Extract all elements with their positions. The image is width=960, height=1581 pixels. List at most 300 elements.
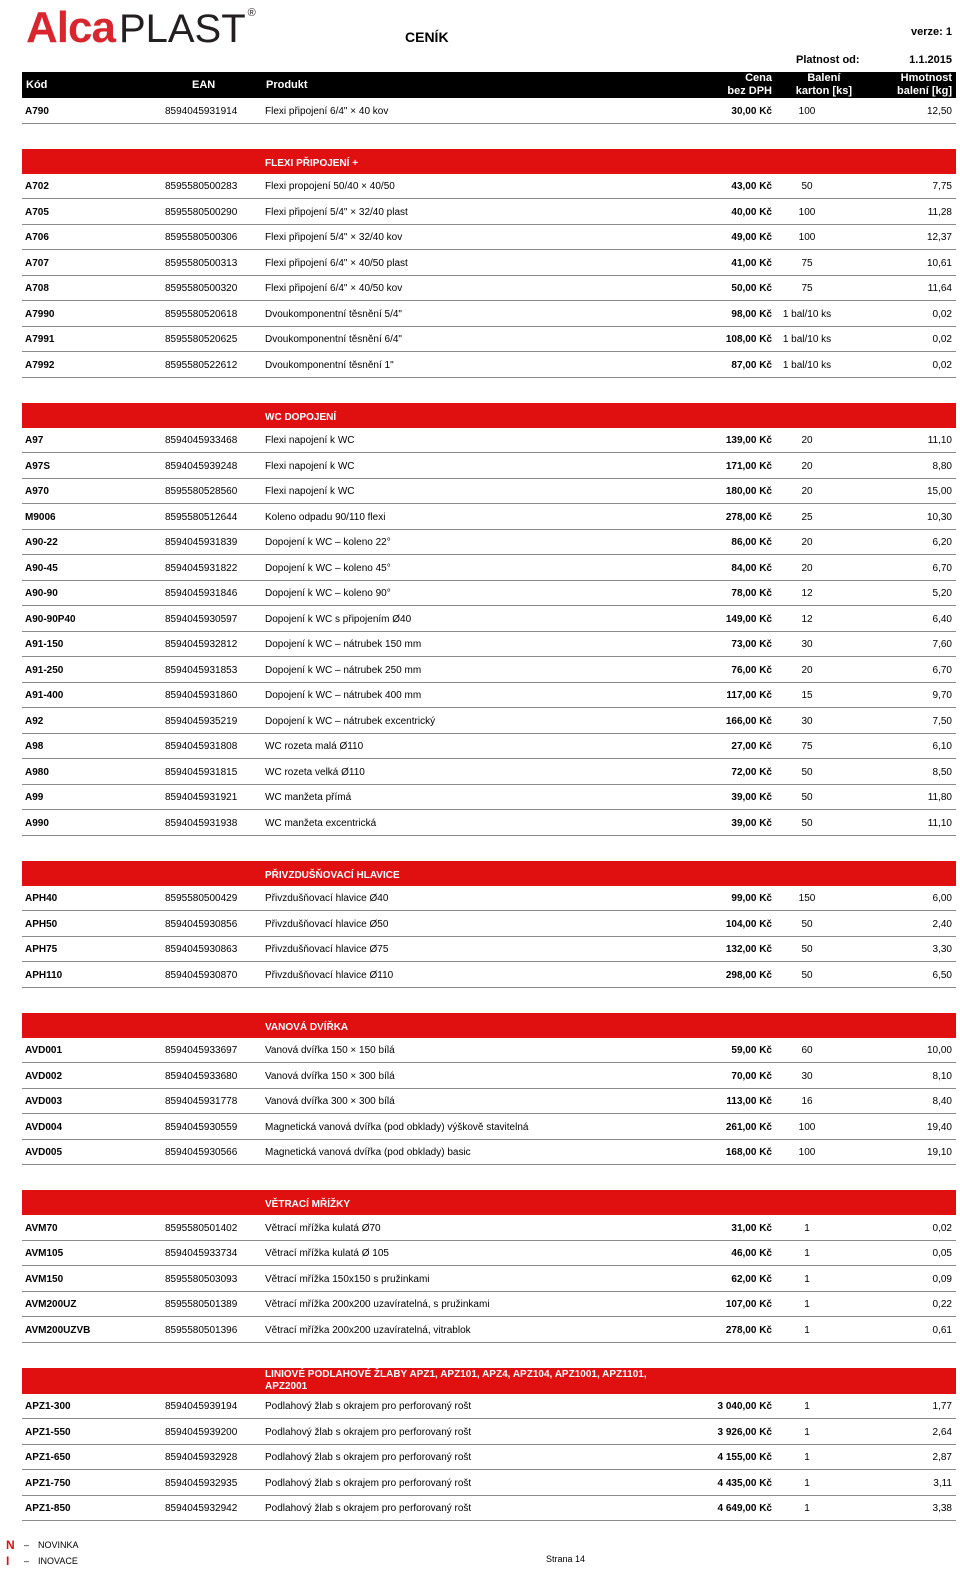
column-header-price [727, 72, 772, 98]
table-row [22, 1445, 956, 1471]
price: 76,00 Kč [731, 664, 772, 676]
product-code: AVM105 [25, 1248, 64, 1259]
ean-code: 8594045933680 [165, 1070, 238, 1082]
product-name: Dopojení k WC – nátrubek 400 mm [265, 690, 422, 701]
pack-quantity: 100 [798, 1121, 816, 1133]
column-header-price-line1: Cena [745, 72, 772, 84]
product-code: AVM200UZVB [25, 1324, 91, 1336]
price: 40,00 Kč [731, 206, 772, 218]
legend-label: NOVINKA [38, 1540, 79, 1550]
product-name: Přivzdušňovací hlavice Ø110 [265, 969, 394, 981]
ean-code: 8595580520625 [165, 334, 238, 345]
product-code: A990 [25, 817, 49, 829]
ean-code: 8595580500306 [165, 232, 238, 243]
ean-code: 8594045932928 [165, 1452, 238, 1463]
product-name: Magnetická vanová dvířka (pod obklady) výškově stavitelná [265, 1121, 529, 1133]
section-header [22, 149, 956, 174]
package-weight: 0,02 [932, 334, 952, 345]
product-code: A7991 [25, 334, 55, 345]
product-name: Flexi napojení k WC [265, 435, 355, 446]
product-name: Flexi připojení 5/4" × 32/40 kov [265, 232, 403, 243]
product-code: A705 [25, 206, 49, 218]
package-weight: 6,70 [932, 562, 952, 574]
ean-code: 8594045933734 [165, 1248, 238, 1259]
product-code: A90-90 [25, 588, 58, 599]
column-header-price-line2: bez DPH [727, 85, 772, 97]
package-weight: 11,28 [927, 206, 952, 218]
ean-code: 8594045935219 [165, 715, 238, 727]
ean-code: 8595580500429 [165, 893, 238, 904]
price: 84,00 Kč [731, 562, 772, 574]
product-name: Přivzdušňovací hlavice Ø50 [265, 918, 389, 930]
product-code: APZ1-650 [25, 1452, 71, 1463]
price: 73,00 Kč [731, 639, 772, 650]
section-title: LINIOVÉ PODLAHOVÉ ŽLABY APZ1, APZ101, APZ4, APZ104, APZ1001, APZ1101, APZ2001 [265, 1368, 647, 1392]
ean-code: 8595580500283 [165, 181, 238, 192]
product-name: Podlahový žlab s okrajem pro perforovaný rošt [265, 1503, 472, 1514]
table-row [22, 276, 956, 302]
ean-code: 8594045931778 [165, 1096, 238, 1107]
pack-quantity: 1 [804, 1401, 810, 1412]
package-weight: 10,61 [926, 257, 952, 269]
table-row [22, 1089, 956, 1115]
legend-novinka [6, 1538, 79, 1552]
product-code: A97S [25, 460, 51, 472]
page-header [0, 0, 960, 72]
legend-dash: – [24, 1540, 30, 1550]
pack-quantity: 1 [804, 1299, 810, 1310]
package-weight: 3,38 [932, 1503, 952, 1514]
ean-code: 8595580500313 [165, 257, 238, 269]
table-row [22, 199, 956, 225]
section-spacer [22, 378, 956, 403]
price: 4 435,00 Kč [717, 1477, 772, 1489]
table-row [22, 632, 956, 658]
price: 27,00 Kč [731, 741, 772, 752]
price: 43,00 Kč [731, 181, 772, 192]
product-name: Větrací mřížka kulatá Ø70 [265, 1222, 381, 1234]
column-header-weight-line2: balení [kg] [896, 85, 952, 97]
product-code: AVD003 [25, 1096, 63, 1107]
pack-quantity: 1 bal/10 ks [782, 308, 832, 320]
table-row [22, 530, 956, 556]
pack-quantity: 150 [798, 893, 816, 904]
ean-code: 8594045931822 [165, 562, 238, 574]
column-header-product: Produkt [266, 79, 308, 91]
product-code: A98 [25, 741, 44, 752]
product-code: A90-22 [25, 537, 58, 548]
pack-quantity: 12 [801, 588, 813, 599]
product-name: Dvoukomponentní těsnění 1" [265, 359, 394, 371]
ean-code: 8594045931938 [165, 817, 238, 829]
product-name: WC manžeta excentrická [265, 817, 377, 829]
price: 41,00 Kč [731, 257, 772, 269]
price: 49,00 Kč [731, 232, 772, 243]
package-weight: 5,20 [932, 588, 952, 599]
product-name: Dvoukomponentní těsnění 6/4" [265, 334, 402, 345]
package-weight: 8,50 [932, 766, 952, 778]
table-row [22, 657, 956, 683]
ean-code: 8595580528560 [165, 486, 238, 497]
package-weight: 9,70 [932, 690, 952, 701]
pack-quantity: 1 [804, 1452, 810, 1463]
table-row [22, 886, 956, 912]
price: 30,00 Kč [731, 105, 772, 117]
price: 59,00 Kč [731, 1045, 772, 1056]
product-code: A980 [25, 766, 49, 778]
column-header-weight [897, 72, 952, 98]
package-weight: 2,87 [932, 1452, 952, 1463]
price: 62,00 Kč [731, 1273, 772, 1285]
package-weight: 3,30 [932, 944, 952, 955]
product-code: A702 [25, 181, 49, 192]
product-code: AVD004 [25, 1121, 63, 1133]
table-row [22, 327, 956, 353]
package-weight: 6,70 [932, 664, 952, 676]
ean-code: 8594045933697 [165, 1045, 238, 1056]
pack-quantity: 20 [801, 486, 813, 497]
package-weight: 0,02 [932, 1222, 952, 1234]
product-name: WC manžeta přímá [265, 792, 352, 803]
product-code: AVM150 [25, 1273, 64, 1285]
legend-label: INOVACE [38, 1556, 78, 1566]
product-name: Dopojení k WC – nátrubek 150 mm [265, 639, 422, 650]
section-header [22, 1368, 956, 1394]
ean-code: 8594045930856 [165, 918, 238, 930]
table-row [22, 1266, 956, 1292]
table-row [22, 785, 956, 811]
product-code: A970 [25, 486, 49, 497]
price: 171,00 Kč [725, 460, 772, 472]
product-name: WC rozeta malá Ø110 [265, 741, 364, 752]
price: 46,00 Kč [731, 1248, 772, 1259]
column-header-ean: EAN [192, 79, 216, 91]
table-row [22, 1470, 956, 1496]
section-header [22, 403, 956, 428]
package-weight: 15,00 [926, 486, 952, 497]
table-row [22, 810, 956, 836]
pack-quantity: 30 [801, 715, 813, 727]
logo-alca-text: Alca [26, 3, 115, 52]
table-row [22, 1140, 956, 1166]
product-code: AVD001 [25, 1045, 63, 1056]
price: 113,00 Kč [726, 1096, 772, 1107]
table-row [22, 759, 956, 785]
price: 149,00 Kč [725, 613, 772, 625]
product-code: A90-90P40 [25, 613, 76, 625]
package-weight: 6,50 [932, 969, 952, 981]
pack-quantity: 20 [801, 537, 813, 548]
column-header-pack [796, 72, 852, 98]
validity-label: Platnost od: [796, 54, 860, 66]
product-code: APZ1-750 [25, 1477, 71, 1489]
pack-quantity: 30 [801, 1070, 813, 1082]
package-weight: 0,61 [932, 1324, 952, 1336]
ean-code: 8594045930559 [165, 1121, 238, 1133]
product-code: APH75 [25, 944, 58, 955]
pack-quantity: 50 [801, 918, 813, 930]
package-weight: 19,40 [926, 1121, 952, 1133]
pack-quantity: 1 bal/10 ks [782, 359, 832, 371]
pack-quantity: 15 [801, 690, 813, 701]
pack-quantity: 1 [804, 1248, 810, 1259]
ean-code: 8594045932942 [165, 1503, 238, 1514]
product-code: A90-45 [25, 562, 58, 574]
ean-code: 8595580503093 [165, 1273, 238, 1285]
ean-code: 8594045939248 [165, 460, 238, 472]
section-spacer [22, 124, 956, 149]
price: 87,00 Kč [731, 359, 772, 371]
package-weight: 19,10 [926, 1147, 952, 1158]
price: 104,00 Kč [725, 918, 772, 930]
column-header-pack-line2: karton [ks] [795, 85, 852, 97]
product-code: A7992 [25, 359, 55, 371]
page-title: CENÍK [405, 29, 449, 45]
price: 298,00 Kč [725, 969, 772, 981]
price-table [22, 98, 956, 1521]
price: 108,00 Kč [725, 334, 772, 345]
ean-code: 8595580501402 [165, 1222, 238, 1234]
pack-quantity: 1 [804, 1503, 810, 1514]
pack-quantity: 1 [804, 1477, 810, 1489]
package-weight: 10,30 [926, 511, 952, 523]
package-weight: 11,64 [927, 283, 952, 294]
column-header-code: Kód [26, 79, 48, 91]
ean-code: 8595580512644 [165, 511, 238, 523]
product-code: A7990 [25, 308, 55, 320]
ean-code: 8594045932935 [165, 1477, 238, 1489]
pack-quantity: 100 [798, 105, 816, 117]
ean-code: 8594045933468 [165, 435, 238, 446]
column-header-weight-line1: Hmotnost [900, 72, 952, 84]
pack-quantity: 75 [801, 283, 813, 294]
section-spacer [22, 1343, 956, 1368]
table-row [22, 174, 956, 200]
ean-code: 8594045931853 [165, 664, 238, 676]
section-spacer [22, 836, 956, 861]
package-weight: 7,50 [932, 715, 952, 727]
ean-code: 8595580501396 [165, 1324, 238, 1336]
product-code: A707 [25, 257, 49, 269]
legend-dash: – [24, 1556, 30, 1566]
pack-quantity: 100 [798, 1147, 816, 1158]
package-weight: 0,22 [932, 1299, 952, 1310]
table-row [22, 1317, 956, 1343]
ean-code: 8595580500290 [165, 206, 238, 218]
pack-quantity: 1 [804, 1273, 810, 1285]
price: 31,00 Kč [731, 1222, 772, 1234]
section-header [22, 1013, 956, 1038]
product-code: APZ1-550 [25, 1426, 71, 1438]
package-weight: 10,00 [926, 1045, 952, 1056]
table-row [22, 352, 956, 378]
pack-quantity: 50 [801, 944, 813, 955]
pack-quantity: 75 [801, 741, 813, 752]
table-row [22, 581, 956, 607]
price: 4 649,00 Kč [717, 1503, 772, 1514]
table-row [22, 1241, 956, 1267]
package-weight: 11,80 [927, 792, 952, 803]
table-row [22, 1038, 956, 1064]
price: 86,00 Kč [731, 537, 772, 548]
table-row [22, 1114, 956, 1140]
product-name: Přivzdušňovací hlavice Ø40 [265, 893, 389, 904]
package-weight: 8,80 [932, 460, 952, 472]
price: 3 926,00 Kč [717, 1426, 772, 1438]
table-row [22, 250, 956, 276]
product-name: Flexi připojení 5/4" × 32/40 plast [265, 206, 408, 218]
product-name: Větrací mřížka kulatá Ø 105 [265, 1248, 389, 1259]
price: 278,00 Kč [725, 1324, 772, 1336]
ean-code: 8594045931860 [165, 690, 238, 701]
ean-code: 8594045931815 [165, 766, 238, 778]
page-footer [0, 1534, 960, 1581]
pack-quantity: 20 [801, 460, 813, 472]
product-code: A92 [25, 715, 44, 727]
table-row [22, 225, 956, 251]
pack-quantity: 1 bal/10 ks [782, 334, 832, 345]
ean-code: 8594045930597 [165, 613, 238, 625]
package-weight: 6,10 [932, 741, 952, 752]
pack-quantity: 50 [801, 766, 813, 778]
price: 139,00 Kč [725, 435, 772, 446]
product-name: Vanová dvířka 150 × 150 bílá [265, 1045, 395, 1056]
product-name: Dopojení k WC – koleno 22° [265, 537, 391, 548]
product-code: APH50 [25, 918, 58, 930]
column-header-pack-line1: Balení [807, 72, 841, 84]
section-title: PŘIVZDUŠŇOVACÍ HLAVICE [265, 869, 400, 881]
ean-code: 8594045931846 [165, 588, 238, 599]
price: 99,00 Kč [731, 893, 772, 904]
pack-quantity: 75 [801, 257, 813, 269]
pack-quantity: 12 [801, 613, 813, 625]
product-name: Přivzdušňovací hlavice Ø75 [265, 944, 389, 955]
price: 39,00 Kč [731, 817, 772, 829]
product-name: Magnetická vanová dvířka (pod obklady) basic [265, 1147, 471, 1158]
package-weight: 0,05 [932, 1248, 952, 1259]
package-weight: 12,50 [926, 105, 952, 117]
product-name: Vanová dvířka 150 × 300 bílá [265, 1070, 395, 1082]
pack-quantity: 25 [801, 511, 813, 523]
product-code: APH40 [25, 893, 58, 904]
price: 4 155,00 Kč [717, 1452, 772, 1463]
table-row [22, 606, 956, 632]
package-weight: 2,40 [932, 918, 952, 930]
product-name: Větrací mřížka 200x200 uzavíratelná, s pružinkami [265, 1299, 490, 1310]
package-weight: 11,10 [927, 817, 952, 829]
pack-quantity: 50 [801, 792, 813, 803]
price: 78,00 Kč [731, 588, 772, 599]
package-weight: 6,20 [932, 537, 952, 548]
package-weight: 0,02 [932, 359, 952, 371]
product-code: A91-400 [25, 690, 64, 701]
product-name: Větrací mřížka 150x150 s pružinkami [265, 1273, 430, 1285]
product-code: AVD002 [25, 1070, 63, 1082]
product-name: Dopojení k WC – koleno 45° [265, 562, 391, 574]
table-row [22, 1215, 956, 1241]
pack-quantity: 1 [804, 1324, 810, 1336]
price: 39,00 Kč [731, 792, 772, 803]
table-row [22, 911, 956, 937]
registered-mark: ® [247, 7, 256, 19]
package-weight: 8,40 [932, 1096, 952, 1107]
alcaplast-logo [26, 3, 256, 52]
section-title: WC DOPOJENÍ [265, 411, 337, 423]
product-code: A708 [25, 283, 49, 294]
package-weight: 7,75 [932, 181, 952, 192]
package-weight: 8,10 [932, 1070, 952, 1082]
table-row [22, 555, 956, 581]
product-name: Flexi napojení k WC [265, 486, 355, 497]
price: 70,00 Kč [731, 1070, 772, 1082]
price: 166,00 Kč [725, 715, 772, 727]
product-code: APH110 [25, 969, 63, 981]
section-title: VANOVÁ DVÍŘKA [265, 1021, 349, 1033]
product-name: Podlahový žlab s okrajem pro perforovaný rošt [265, 1477, 472, 1489]
table-row [22, 504, 956, 530]
pack-quantity: 30 [801, 639, 813, 650]
product-code: A706 [25, 232, 49, 243]
ean-code: 8594045932812 [165, 639, 238, 650]
validity-date: 1.1.2015 [909, 54, 952, 66]
product-name: Podlahový žlab s okrajem pro perforovaný rošt [265, 1401, 472, 1412]
legend-key: N [6, 1538, 15, 1552]
table-row [22, 479, 956, 505]
section-title: VĚTRACÍ MŘÍŽKY [265, 1199, 350, 1210]
table-row [22, 1419, 956, 1445]
product-code: A99 [25, 792, 44, 803]
package-weight: 12,37 [926, 232, 952, 243]
product-name: Dopojení k WC – koleno 90° [265, 588, 391, 599]
ean-code: 8595580500320 [165, 283, 238, 294]
table-row [22, 1063, 956, 1089]
price: 168,00 Kč [725, 1147, 772, 1158]
product-name: Vanová dvířka 300 × 300 bílá [265, 1096, 395, 1107]
product-code: A91-250 [25, 664, 64, 676]
pack-quantity: 20 [801, 435, 813, 446]
ean-code: 8594045930566 [165, 1147, 238, 1158]
product-name: Podlahový žlab s okrajem pro perforovaný rošt [265, 1426, 472, 1438]
price: 3 040,00 Kč [717, 1401, 772, 1412]
ean-code: 8594045931808 [165, 741, 238, 752]
version-label: verze: 1 [911, 26, 952, 38]
package-weight: 3,11 [933, 1477, 952, 1489]
product-name: Větrací mřížka 200x200 uzavíratelná, vitrablok [265, 1324, 471, 1336]
product-name: Flexi připojení 6/4" × 40 kov [265, 105, 389, 117]
product-code: APZ1-300 [25, 1401, 71, 1412]
ean-code: 8594045931914 [165, 105, 238, 117]
ean-code: 8594045931839 [165, 537, 238, 548]
product-code: AVM200UZ [25, 1299, 77, 1310]
package-weight: 0,09 [932, 1273, 952, 1285]
pack-quantity: 1 [804, 1222, 810, 1234]
price: 98,00 Kč [731, 308, 772, 320]
ean-code: 8594045931921 [165, 792, 238, 803]
ean-code: 8594045939194 [165, 1401, 238, 1412]
product-code: AVD005 [25, 1147, 63, 1158]
table-row [22, 1496, 956, 1522]
pack-quantity: 60 [801, 1045, 813, 1056]
pack-quantity: 1 [804, 1426, 810, 1438]
pack-quantity: 20 [801, 562, 813, 574]
table-header [22, 72, 956, 98]
product-code: M9006 [25, 511, 56, 523]
section-header [22, 861, 956, 886]
product-name: Dvoukomponentní těsnění 5/4" [265, 308, 402, 320]
product-code: A790 [25, 105, 49, 117]
package-weight: 0,02 [932, 308, 952, 320]
ean-code: 8594045930863 [165, 944, 238, 955]
